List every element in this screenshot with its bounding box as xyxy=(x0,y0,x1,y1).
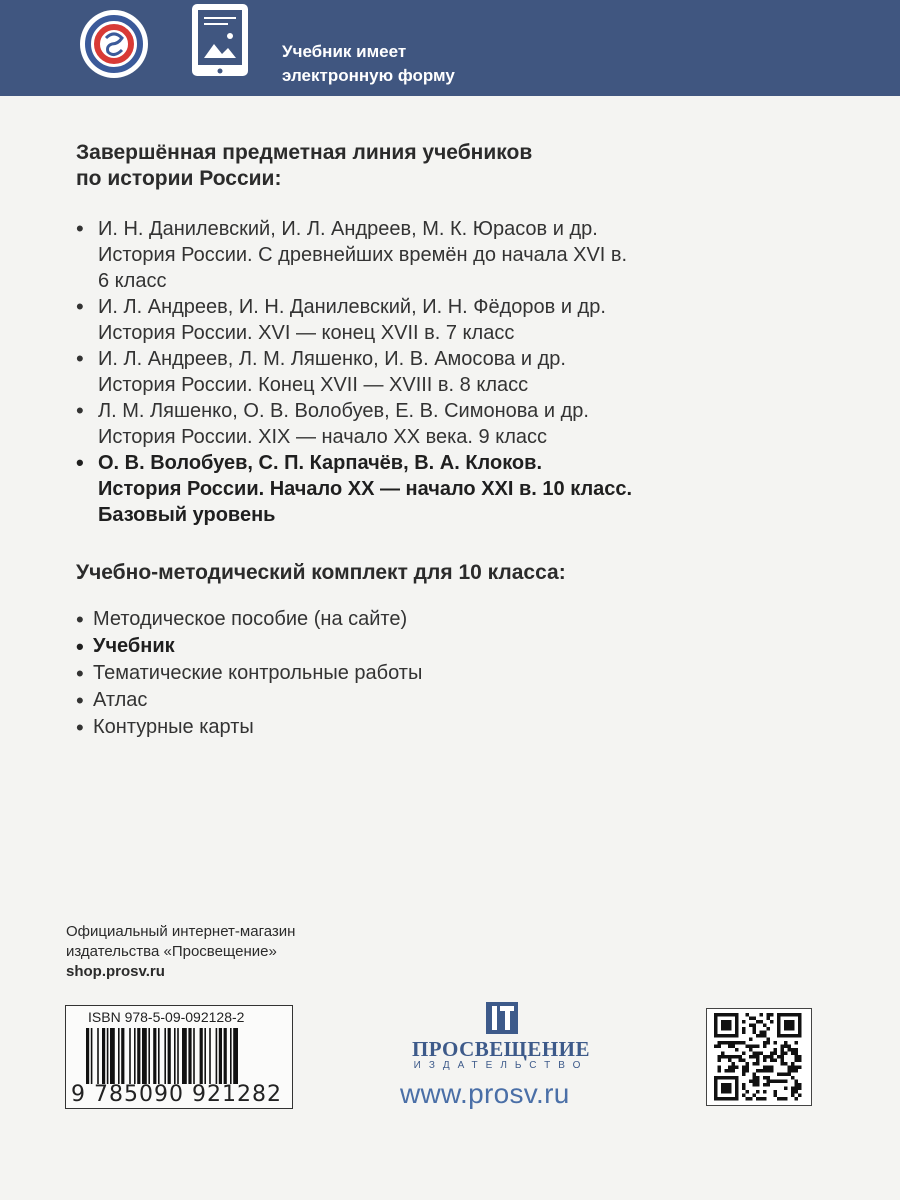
publisher-site[interactable]: www.prosv.ru xyxy=(400,1078,570,1109)
kit-heading: Учебно-методический комплект для 10 класса: xyxy=(76,561,566,584)
eform-line-2: электронную форму xyxy=(282,66,455,85)
textbook-item-10 xyxy=(76,450,836,528)
publisher-name: ПРОСВЕЩЕНИЕ xyxy=(411,1037,591,1061)
isbn-label: ISBN 978-5-09-092128-2 xyxy=(88,1009,245,1025)
shop-info xyxy=(66,922,426,982)
kit-item: • Атлас xyxy=(76,687,836,714)
publisher-subtitle: ИЗДАТЕЛЬСТВО xyxy=(413,1060,589,1071)
kit-item: • Тематические контрольные работы xyxy=(76,660,836,687)
federal-list-logo-icon xyxy=(78,8,150,80)
book-grade: 6 класс xyxy=(98,270,167,292)
series-heading-line-1: Завершённая предметная линия учебников xyxy=(76,141,533,164)
textbook-item-8 xyxy=(76,346,836,398)
kit-list xyxy=(76,606,836,741)
book-authors: • И. Н. Данилевский, И. Л. Андреев, М. К. Юрасов и др. xyxy=(98,218,598,240)
series-heading-line-2: по истории России: xyxy=(76,167,282,190)
qr-code-icon xyxy=(714,1013,804,1101)
book-title: История России. XIX — начало XX века. 9 класс xyxy=(98,426,547,448)
shop-url[interactable]: shop.prosv.ru xyxy=(66,963,165,980)
series-heading xyxy=(76,140,836,192)
book-title: История России. Начало XX — начало XXI в. 10 класс. xyxy=(98,478,633,500)
barcode-number: 9 785090 921282 xyxy=(71,1082,282,1107)
barcode-icon xyxy=(86,1028,282,1084)
kit-item-textbook: • Учебник xyxy=(76,633,836,660)
kit-item: • Методическое пособие (на сайте) xyxy=(76,606,836,633)
book-title: История России. XVI — конец XVII в. 7 класс xyxy=(98,322,515,344)
shop-line-2: издательства «Просвещение» xyxy=(66,943,277,960)
textbook-list xyxy=(76,216,836,528)
eform-line-1: Учебник имеет xyxy=(282,42,407,61)
isbn-barcode-box xyxy=(65,1005,293,1109)
textbook-item-6 xyxy=(76,216,836,294)
book-authors: • И. Л. Андреев, Л. М. Ляшенко, И. В. Амосова и др. xyxy=(98,348,566,370)
book-authors: • О. В. Волобуев, С. П. Карпачёв, В. А. Клоков. xyxy=(98,452,543,474)
book-authors: • И. Л. Андреев, И. Н. Данилевский, И. Н. Фёдоров и др. xyxy=(98,296,606,318)
book-title: История России. С древнейших времён до начала XVI в. xyxy=(98,244,628,266)
book-title: История России. Конец XVII — XVIII в. 8 класс xyxy=(98,374,529,396)
kit-item: • Контурные карты xyxy=(76,714,836,741)
publisher-logo-icon xyxy=(484,1000,520,1036)
main-content xyxy=(76,140,836,741)
tablet-image-icon xyxy=(190,2,250,78)
textbook-item-9 xyxy=(76,398,836,450)
electronic-form-note xyxy=(282,40,582,88)
textbook-item-7 xyxy=(76,294,836,346)
qr-code-box xyxy=(706,1008,812,1106)
book-authors: • Л. М. Ляшенко, О. В. Волобуев, Е. В. Симонова и др. xyxy=(98,400,589,422)
header-band xyxy=(0,0,900,96)
shop-line-1: Официальный интернет-магазин xyxy=(66,923,296,940)
book-level: Базовый уровень xyxy=(98,504,276,526)
